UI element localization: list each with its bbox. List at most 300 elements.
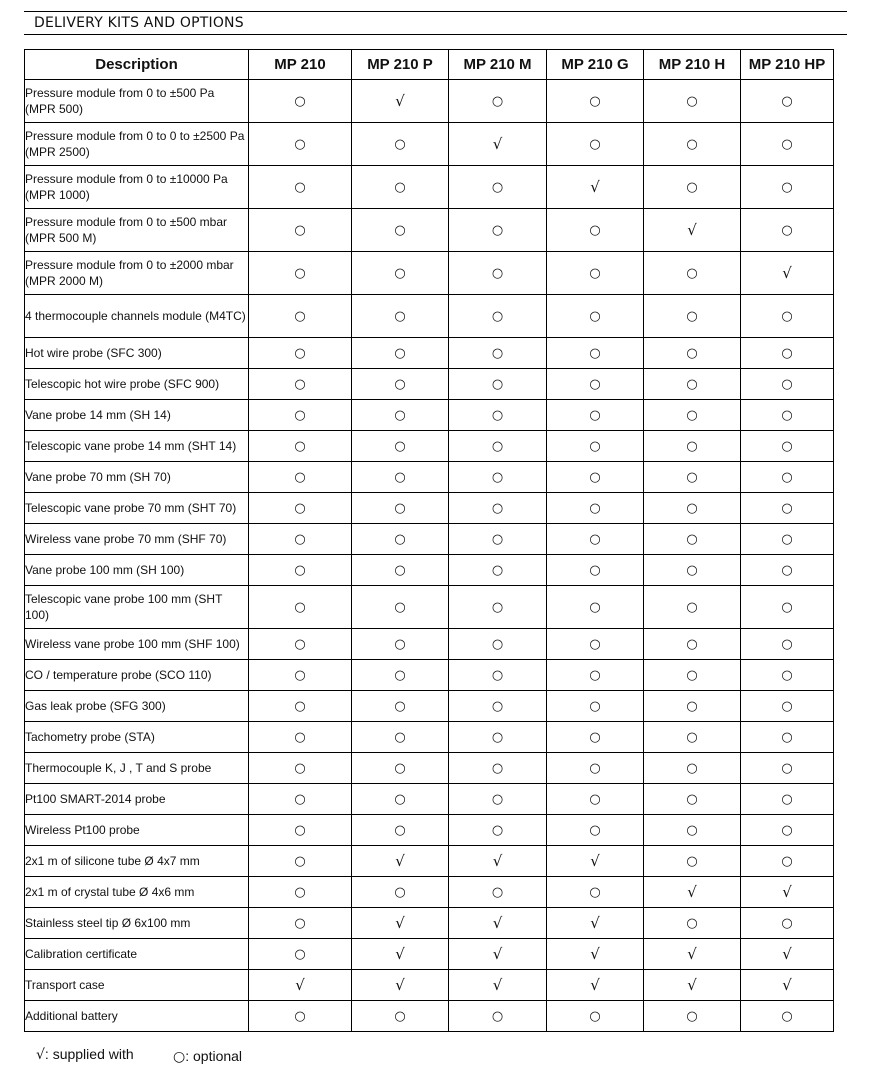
table-header-row	[25, 50, 834, 80]
availability-cell	[547, 431, 644, 462]
circle-icon: ○	[394, 136, 406, 152]
circle-icon: ○	[781, 636, 793, 652]
availability-cell	[249, 524, 352, 555]
row-description: 2x1 m of silicone tube Ø 4x7 mm	[25, 846, 249, 877]
availability-cell	[352, 784, 449, 815]
circle-icon: ○	[294, 531, 306, 547]
row-description: Telescopic vane probe 70 mm (SHT 70)	[25, 493, 249, 524]
circle-icon: ○	[294, 222, 306, 238]
availability-cell	[249, 691, 352, 722]
availability-cell	[741, 209, 834, 252]
row-description: Pressure module from 0 to ±500 Pa (MPR 500)	[25, 80, 249, 123]
table-row	[25, 939, 834, 970]
availability-cell	[644, 815, 741, 846]
circle-icon: ○	[394, 179, 406, 195]
availability-cell	[644, 431, 741, 462]
availability-cell	[741, 877, 834, 908]
circle-icon: ○	[589, 1008, 601, 1024]
circle-icon: ○	[491, 729, 504, 745]
check-icon: √	[687, 945, 697, 963]
circle-icon: ○	[781, 376, 793, 392]
availability-cell	[547, 295, 644, 338]
circle-icon: ○	[294, 345, 306, 361]
availability-cell	[352, 555, 449, 586]
circle-icon: ○	[294, 407, 306, 423]
circle-icon: ○	[589, 562, 601, 578]
availability-cell	[741, 753, 834, 784]
table-row	[25, 462, 834, 493]
availability-cell	[644, 877, 741, 908]
circle-icon: ○	[294, 469, 306, 485]
availability-cell	[547, 784, 644, 815]
availability-cell	[449, 753, 547, 784]
availability-cell	[352, 908, 449, 939]
availability-cell	[741, 722, 834, 753]
circle-icon: ○	[589, 500, 601, 516]
circle-icon: ○	[781, 136, 793, 152]
circle-icon: ○	[589, 884, 601, 900]
row-description: Hot wire probe (SFC 300)	[25, 338, 249, 369]
availability-cell	[741, 493, 834, 524]
check-icon: √	[36, 1047, 45, 1063]
circle-icon: ○	[394, 500, 406, 516]
availability-cell	[449, 660, 547, 691]
availability-cell	[249, 400, 352, 431]
availability-cell	[644, 80, 741, 123]
circle-icon: ○	[294, 93, 306, 109]
availability-cell	[741, 784, 834, 815]
availability-cell	[547, 369, 644, 400]
availability-cell	[741, 691, 834, 722]
availability-cell	[352, 846, 449, 877]
circle-icon: ○	[589, 599, 601, 615]
availability-cell	[644, 908, 741, 939]
circle-icon: ○	[781, 500, 793, 516]
check-icon: √	[782, 883, 792, 901]
availability-cell	[644, 123, 741, 166]
circle-icon: ○	[686, 1008, 698, 1024]
row-description: Wireless vane probe 70 mm (SHF 70)	[25, 524, 249, 555]
circle-icon: ○	[394, 265, 406, 281]
check-icon: √	[687, 976, 697, 994]
availability-cell	[249, 369, 352, 400]
circle-icon: ○	[686, 822, 698, 838]
availability-cell	[547, 400, 644, 431]
circle-icon: ○	[781, 1008, 793, 1024]
availability-cell	[249, 815, 352, 846]
availability-cell	[449, 555, 547, 586]
table-row	[25, 660, 834, 691]
check-icon: √	[590, 914, 600, 932]
check-icon: √	[395, 852, 405, 870]
circle-icon: ○	[589, 265, 601, 281]
circle-icon: ○	[781, 698, 793, 714]
availability-cell	[352, 1001, 449, 1032]
availability-cell	[449, 493, 547, 524]
availability-cell	[741, 80, 834, 123]
circle-icon: ○	[294, 915, 306, 931]
availability-cell	[741, 629, 834, 660]
circle-icon: ○	[394, 438, 406, 454]
table-row	[25, 369, 834, 400]
section-title: DELIVERY KITS AND OPTIONS	[34, 15, 244, 31]
availability-cell	[249, 462, 352, 493]
availability-cell	[249, 252, 352, 295]
availability-cell	[547, 908, 644, 939]
availability-cell	[352, 123, 449, 166]
legend-optional-label: : optional	[185, 1048, 243, 1064]
availability-cell	[352, 524, 449, 555]
circle-icon: ○	[686, 345, 698, 361]
circle-icon: ○	[294, 1008, 306, 1024]
availability-cell	[741, 555, 834, 586]
row-description: Gas leak probe (SFG 300)	[25, 691, 249, 722]
availability-cell	[249, 784, 352, 815]
availability-cell	[449, 462, 547, 493]
circle-icon: ○	[686, 136, 698, 152]
circle-icon: ○	[294, 599, 306, 615]
availability-cell	[249, 431, 352, 462]
row-description: Thermocouple K, J , T and S probe	[25, 753, 249, 784]
circle-icon: ○	[686, 179, 698, 195]
availability-cell	[741, 939, 834, 970]
availability-cell	[449, 524, 547, 555]
availability-cell	[249, 209, 352, 252]
check-icon: √	[782, 976, 792, 994]
check-icon: √	[492, 976, 503, 994]
table-row	[25, 722, 834, 753]
check-icon: √	[590, 945, 600, 963]
availability-cell	[547, 970, 644, 1001]
circle-icon: ○	[491, 438, 504, 454]
availability-cell	[449, 338, 547, 369]
circle-icon: ○	[294, 136, 306, 152]
availability-cell	[547, 815, 644, 846]
circle-icon: ○	[294, 308, 306, 324]
circle-icon: ○	[491, 469, 504, 485]
circle-icon: ○	[491, 760, 504, 776]
availability-cell	[644, 753, 741, 784]
circle-icon: ○	[781, 791, 793, 807]
circle-icon: ○	[491, 531, 504, 547]
circle-icon: ○	[491, 345, 504, 361]
circle-icon: ○	[294, 853, 306, 869]
circle-icon: ○	[394, 667, 406, 683]
check-icon: √	[395, 92, 405, 110]
circle-icon: ○	[686, 667, 698, 683]
circle-icon: ○	[589, 698, 601, 714]
circle-icon: ○	[491, 698, 504, 714]
availability-cell	[449, 209, 547, 252]
availability-cell	[644, 400, 741, 431]
circle-icon: ○	[781, 407, 793, 423]
circle-icon: ○	[589, 760, 601, 776]
row-description: Vane probe 70 mm (SH 70)	[25, 462, 249, 493]
circle-icon: ○	[491, 636, 504, 652]
availability-cell	[449, 691, 547, 722]
circle-icon: ○	[491, 791, 504, 807]
table-row	[25, 209, 834, 252]
availability-cell	[644, 209, 741, 252]
circle-icon: ○	[491, 376, 504, 392]
circle-icon: ○	[491, 265, 504, 281]
circle-icon: ○	[394, 791, 406, 807]
table-row	[25, 970, 834, 1001]
circle-icon: ○	[781, 222, 793, 238]
check-icon: √	[590, 976, 600, 994]
availability-cell	[644, 970, 741, 1001]
availability-cell	[644, 252, 741, 295]
circle-icon: ○	[294, 946, 306, 962]
circle-icon: ○	[394, 636, 406, 652]
row-description: Telescopic vane probe 100 mm (SHT 100)	[25, 586, 249, 629]
availability-cell	[249, 166, 352, 209]
circle-icon: ○	[781, 729, 793, 745]
availability-cell	[741, 524, 834, 555]
circle-icon: ○	[781, 853, 793, 869]
circle-icon: ○	[781, 93, 793, 109]
circle-icon: ○	[173, 1049, 186, 1065]
circle-icon: ○	[491, 1008, 504, 1024]
table-row	[25, 493, 834, 524]
circle-icon: ○	[394, 884, 406, 900]
availability-cell	[352, 660, 449, 691]
delivery-kits-table	[24, 49, 834, 1032]
availability-cell	[547, 555, 644, 586]
circle-icon: ○	[781, 469, 793, 485]
circle-icon: ○	[394, 729, 406, 745]
circle-icon: ○	[686, 636, 698, 652]
circle-icon: ○	[589, 345, 601, 361]
availability-cell	[352, 939, 449, 970]
availability-cell	[249, 877, 352, 908]
circle-icon: ○	[394, 698, 406, 714]
availability-cell	[449, 431, 547, 462]
table-row	[25, 555, 834, 586]
circle-icon: ○	[294, 179, 306, 195]
availability-cell	[741, 338, 834, 369]
column-header-mp210: MP 210	[249, 50, 352, 80]
availability-cell	[644, 493, 741, 524]
availability-cell	[352, 970, 449, 1001]
availability-cell	[644, 295, 741, 338]
availability-cell	[449, 939, 547, 970]
circle-icon: ○	[781, 531, 793, 547]
circle-icon: ○	[491, 667, 504, 683]
section-header-bar	[24, 11, 847, 35]
availability-cell	[644, 1001, 741, 1032]
availability-cell	[741, 431, 834, 462]
circle-icon: ○	[589, 469, 601, 485]
check-icon: √	[295, 976, 305, 994]
availability-cell	[547, 846, 644, 877]
table-row	[25, 295, 834, 338]
circle-icon: ○	[294, 376, 306, 392]
table-row	[25, 629, 834, 660]
availability-cell	[741, 908, 834, 939]
availability-cell	[741, 400, 834, 431]
availability-cell	[249, 586, 352, 629]
availability-cell	[352, 586, 449, 629]
circle-icon: ○	[394, 1008, 406, 1024]
circle-icon: ○	[589, 667, 601, 683]
table-row	[25, 877, 834, 908]
circle-icon: ○	[294, 698, 306, 714]
availability-cell	[644, 846, 741, 877]
availability-cell	[352, 369, 449, 400]
circle-icon: ○	[491, 562, 504, 578]
circle-icon: ○	[686, 93, 698, 109]
availability-cell	[249, 722, 352, 753]
circle-icon: ○	[394, 531, 406, 547]
circle-icon: ○	[781, 562, 793, 578]
availability-cell	[449, 970, 547, 1001]
check-icon: √	[395, 976, 405, 994]
availability-cell	[547, 660, 644, 691]
availability-cell	[352, 462, 449, 493]
circle-icon: ○	[686, 265, 698, 281]
circle-icon: ○	[686, 760, 698, 776]
availability-cell	[449, 252, 547, 295]
circle-icon: ○	[491, 407, 504, 423]
table-row	[25, 80, 834, 123]
row-description: Additional battery	[25, 1001, 249, 1032]
availability-cell	[644, 586, 741, 629]
row-description: Stainless steel tip Ø 6x100 mm	[25, 908, 249, 939]
table-row	[25, 123, 834, 166]
circle-icon: ○	[394, 345, 406, 361]
circle-icon: ○	[491, 179, 504, 195]
availability-cell	[741, 369, 834, 400]
availability-cell	[741, 970, 834, 1001]
availability-cell	[644, 555, 741, 586]
check-icon: √	[492, 852, 503, 870]
circle-icon: ○	[589, 791, 601, 807]
row-description: CO / temperature probe (SCO 110)	[25, 660, 249, 691]
row-description: 4 thermocouple channels module (M4TC)	[25, 295, 249, 338]
check-icon: √	[395, 914, 405, 932]
circle-icon: ○	[686, 853, 698, 869]
row-description: Vane probe 14 mm (SH 14)	[25, 400, 249, 431]
column-header-mp210g: MP 210 G	[547, 50, 644, 80]
row-description: Pressure module from 0 to ±10000 Pa (MPR 1000)	[25, 166, 249, 209]
availability-cell	[644, 939, 741, 970]
availability-cell	[352, 722, 449, 753]
availability-cell	[741, 295, 834, 338]
row-description: 2x1 m of crystal tube Ø 4x6 mm	[25, 877, 249, 908]
availability-cell	[352, 691, 449, 722]
availability-cell	[644, 691, 741, 722]
table-row	[25, 846, 834, 877]
availability-cell	[644, 660, 741, 691]
row-description: Wireless Pt100 probe	[25, 815, 249, 846]
availability-cell	[547, 166, 644, 209]
row-description: Pressure module from 0 to ±2000 mbar (MPR 2000 M)	[25, 252, 249, 295]
availability-cell	[249, 939, 352, 970]
availability-cell	[741, 586, 834, 629]
row-description: Pressure module from 0 to 0 to ±2500 Pa (MPR 2500)	[25, 123, 249, 166]
circle-icon: ○	[491, 93, 504, 109]
circle-icon: ○	[589, 407, 601, 423]
availability-cell	[547, 338, 644, 369]
availability-cell	[449, 123, 547, 166]
circle-icon: ○	[686, 469, 698, 485]
circle-icon: ○	[686, 915, 698, 931]
availability-cell	[741, 1001, 834, 1032]
circle-icon: ○	[589, 222, 601, 238]
availability-cell	[449, 369, 547, 400]
circle-icon: ○	[394, 599, 406, 615]
circle-icon: ○	[394, 822, 406, 838]
row-description: Pressure module from 0 to ±500 mbar (MPR 500 M)	[25, 209, 249, 252]
table-row	[25, 1001, 834, 1032]
table-row	[25, 753, 834, 784]
check-icon: √	[492, 945, 503, 963]
circle-icon: ○	[781, 179, 793, 195]
availability-cell	[741, 462, 834, 493]
availability-cell	[644, 369, 741, 400]
table-row	[25, 400, 834, 431]
circle-icon: ○	[686, 698, 698, 714]
circle-icon: ○	[394, 376, 406, 392]
circle-icon: ○	[686, 599, 698, 615]
table-row	[25, 691, 834, 722]
availability-cell	[352, 877, 449, 908]
circle-icon: ○	[394, 222, 406, 238]
column-header-description: Description	[25, 50, 249, 80]
availability-cell	[449, 846, 547, 877]
circle-icon: ○	[294, 438, 306, 454]
legend-supplied	[36, 1046, 134, 1063]
availability-cell	[249, 295, 352, 338]
availability-cell	[741, 846, 834, 877]
circle-icon: ○	[686, 791, 698, 807]
availability-cell	[352, 629, 449, 660]
check-icon: √	[687, 883, 697, 901]
circle-icon: ○	[294, 500, 306, 516]
column-header-mp210m: MP 210 M	[449, 50, 547, 80]
availability-cell	[547, 252, 644, 295]
availability-cell	[249, 80, 352, 123]
availability-cell	[547, 1001, 644, 1032]
availability-cell	[249, 338, 352, 369]
circle-icon: ○	[686, 438, 698, 454]
circle-icon: ○	[686, 308, 698, 324]
table-body	[25, 80, 834, 1032]
check-icon: √	[395, 945, 405, 963]
availability-cell	[547, 691, 644, 722]
circle-icon: ○	[589, 136, 601, 152]
availability-cell	[644, 462, 741, 493]
check-icon: √	[492, 914, 503, 932]
availability-cell	[741, 123, 834, 166]
circle-icon: ○	[394, 469, 406, 485]
availability-cell	[741, 660, 834, 691]
check-icon: √	[687, 221, 697, 239]
circle-icon: ○	[781, 667, 793, 683]
check-icon: √	[590, 178, 600, 196]
circle-icon: ○	[294, 562, 306, 578]
circle-icon: ○	[781, 599, 793, 615]
availability-cell	[249, 1001, 352, 1032]
availability-cell	[352, 166, 449, 209]
availability-cell	[547, 493, 644, 524]
availability-cell	[249, 555, 352, 586]
circle-icon: ○	[294, 822, 306, 838]
circle-icon: ○	[394, 760, 406, 776]
circle-icon: ○	[491, 308, 504, 324]
table-row	[25, 815, 834, 846]
